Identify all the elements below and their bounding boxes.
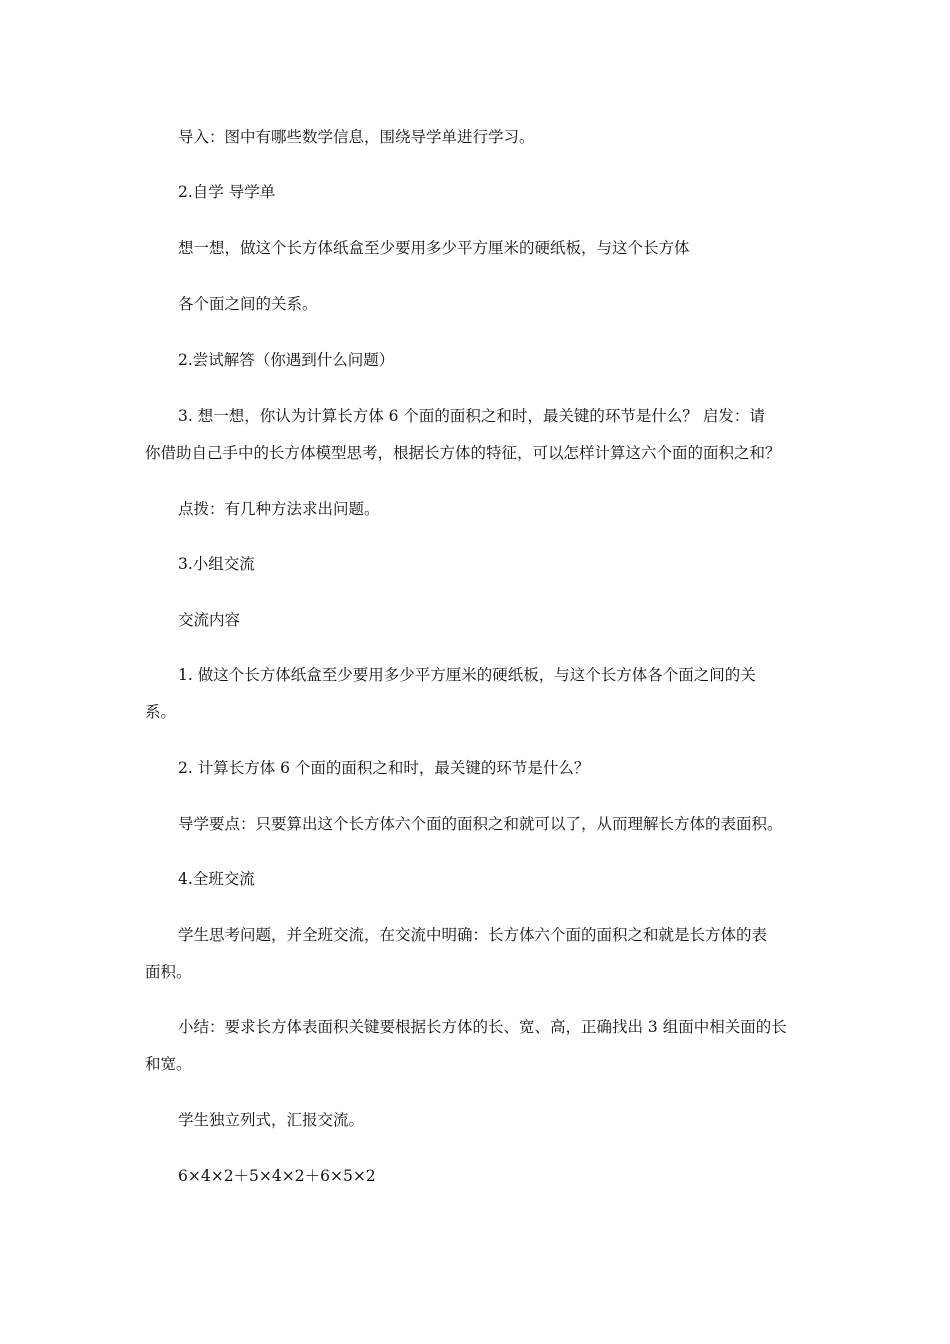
text-line: 6×4×2＋5×4×2＋6×5×2 <box>178 1167 376 1185</box>
paragraph-relation <box>145 291 825 317</box>
text-line: 各个面之间的关系。 <box>178 295 318 313</box>
text-line: 4.全班交流 <box>178 870 255 888</box>
paragraph-student-thinking <box>145 922 825 985</box>
text-line: 2. 计算长方体 6 个面的面积之和时，最关键的环节是什么？ <box>178 759 590 777</box>
paragraph-hint <box>145 496 825 522</box>
text-line: 学生独立列式，汇报交流。 <box>178 1111 365 1129</box>
text-line: 交流内容 <box>178 611 241 629</box>
text-line: 导学要点：只要算出这个长方体六个面的面积之和就可以了，从而理解长方体的表面积。 <box>178 815 783 833</box>
paragraph-intro <box>145 124 825 150</box>
paragraph-summary <box>145 1014 825 1077</box>
text-line: 3.小组交流 <box>178 555 255 573</box>
text-line: 你借助自己手中的长方体模型思考，根据长方体的特征，可以怎样计算这六个面的面积之和？ <box>145 444 781 462</box>
text-line: 点拨：有几种方法求出问题。 <box>178 500 380 518</box>
paragraph-question-3 <box>145 403 825 466</box>
formula-line <box>145 1163 825 1189</box>
text-line: 系。 <box>145 703 177 721</box>
text-line: 小结：要求长方体表面积关键要根据长方体的长、宽、高，正确找出 3 组面中相关面的长 <box>178 1018 787 1036</box>
heading-class-discussion <box>145 866 825 892</box>
text-line: 2.尝试解答（你遇到什么问题） <box>178 351 395 369</box>
heading-self-study <box>145 179 825 205</box>
heading-try-answer <box>145 347 825 373</box>
text-line: 学生思考问题，并全班交流，在交流中明确：长方体六个面的面积之和就是长方体的表 <box>178 926 768 944</box>
paragraph-key-points <box>145 811 825 837</box>
heading-discussion-content <box>145 607 825 633</box>
text-line: 和宽。 <box>145 1055 192 1073</box>
heading-group-discussion <box>145 551 825 577</box>
text-line: 想一想，做这个长方体纸盒至少要用多少平方厘米的硬纸板，与这个长方体 <box>178 239 690 257</box>
text-line: 导入：图中有哪些数学信息，围绕导学单进行学习。 <box>178 128 535 146</box>
list-item-2 <box>145 755 825 781</box>
list-item-1 <box>145 662 825 725</box>
text-line: 1. 做这个长方体纸盒至少要用多少平方厘米的硬纸板，与这个长方体各个面之间的关 <box>178 666 756 684</box>
paragraph-think <box>145 235 825 261</box>
text-line: 2.自学 导学单 <box>178 183 276 201</box>
text-line: 3. 想一想，你认为计算长方体 6 个面的面积之和时，最关键的环节是什么？ 启发：请 <box>178 407 765 425</box>
paragraph-independent-work <box>145 1107 825 1133</box>
text-line: 面积。 <box>145 963 192 981</box>
